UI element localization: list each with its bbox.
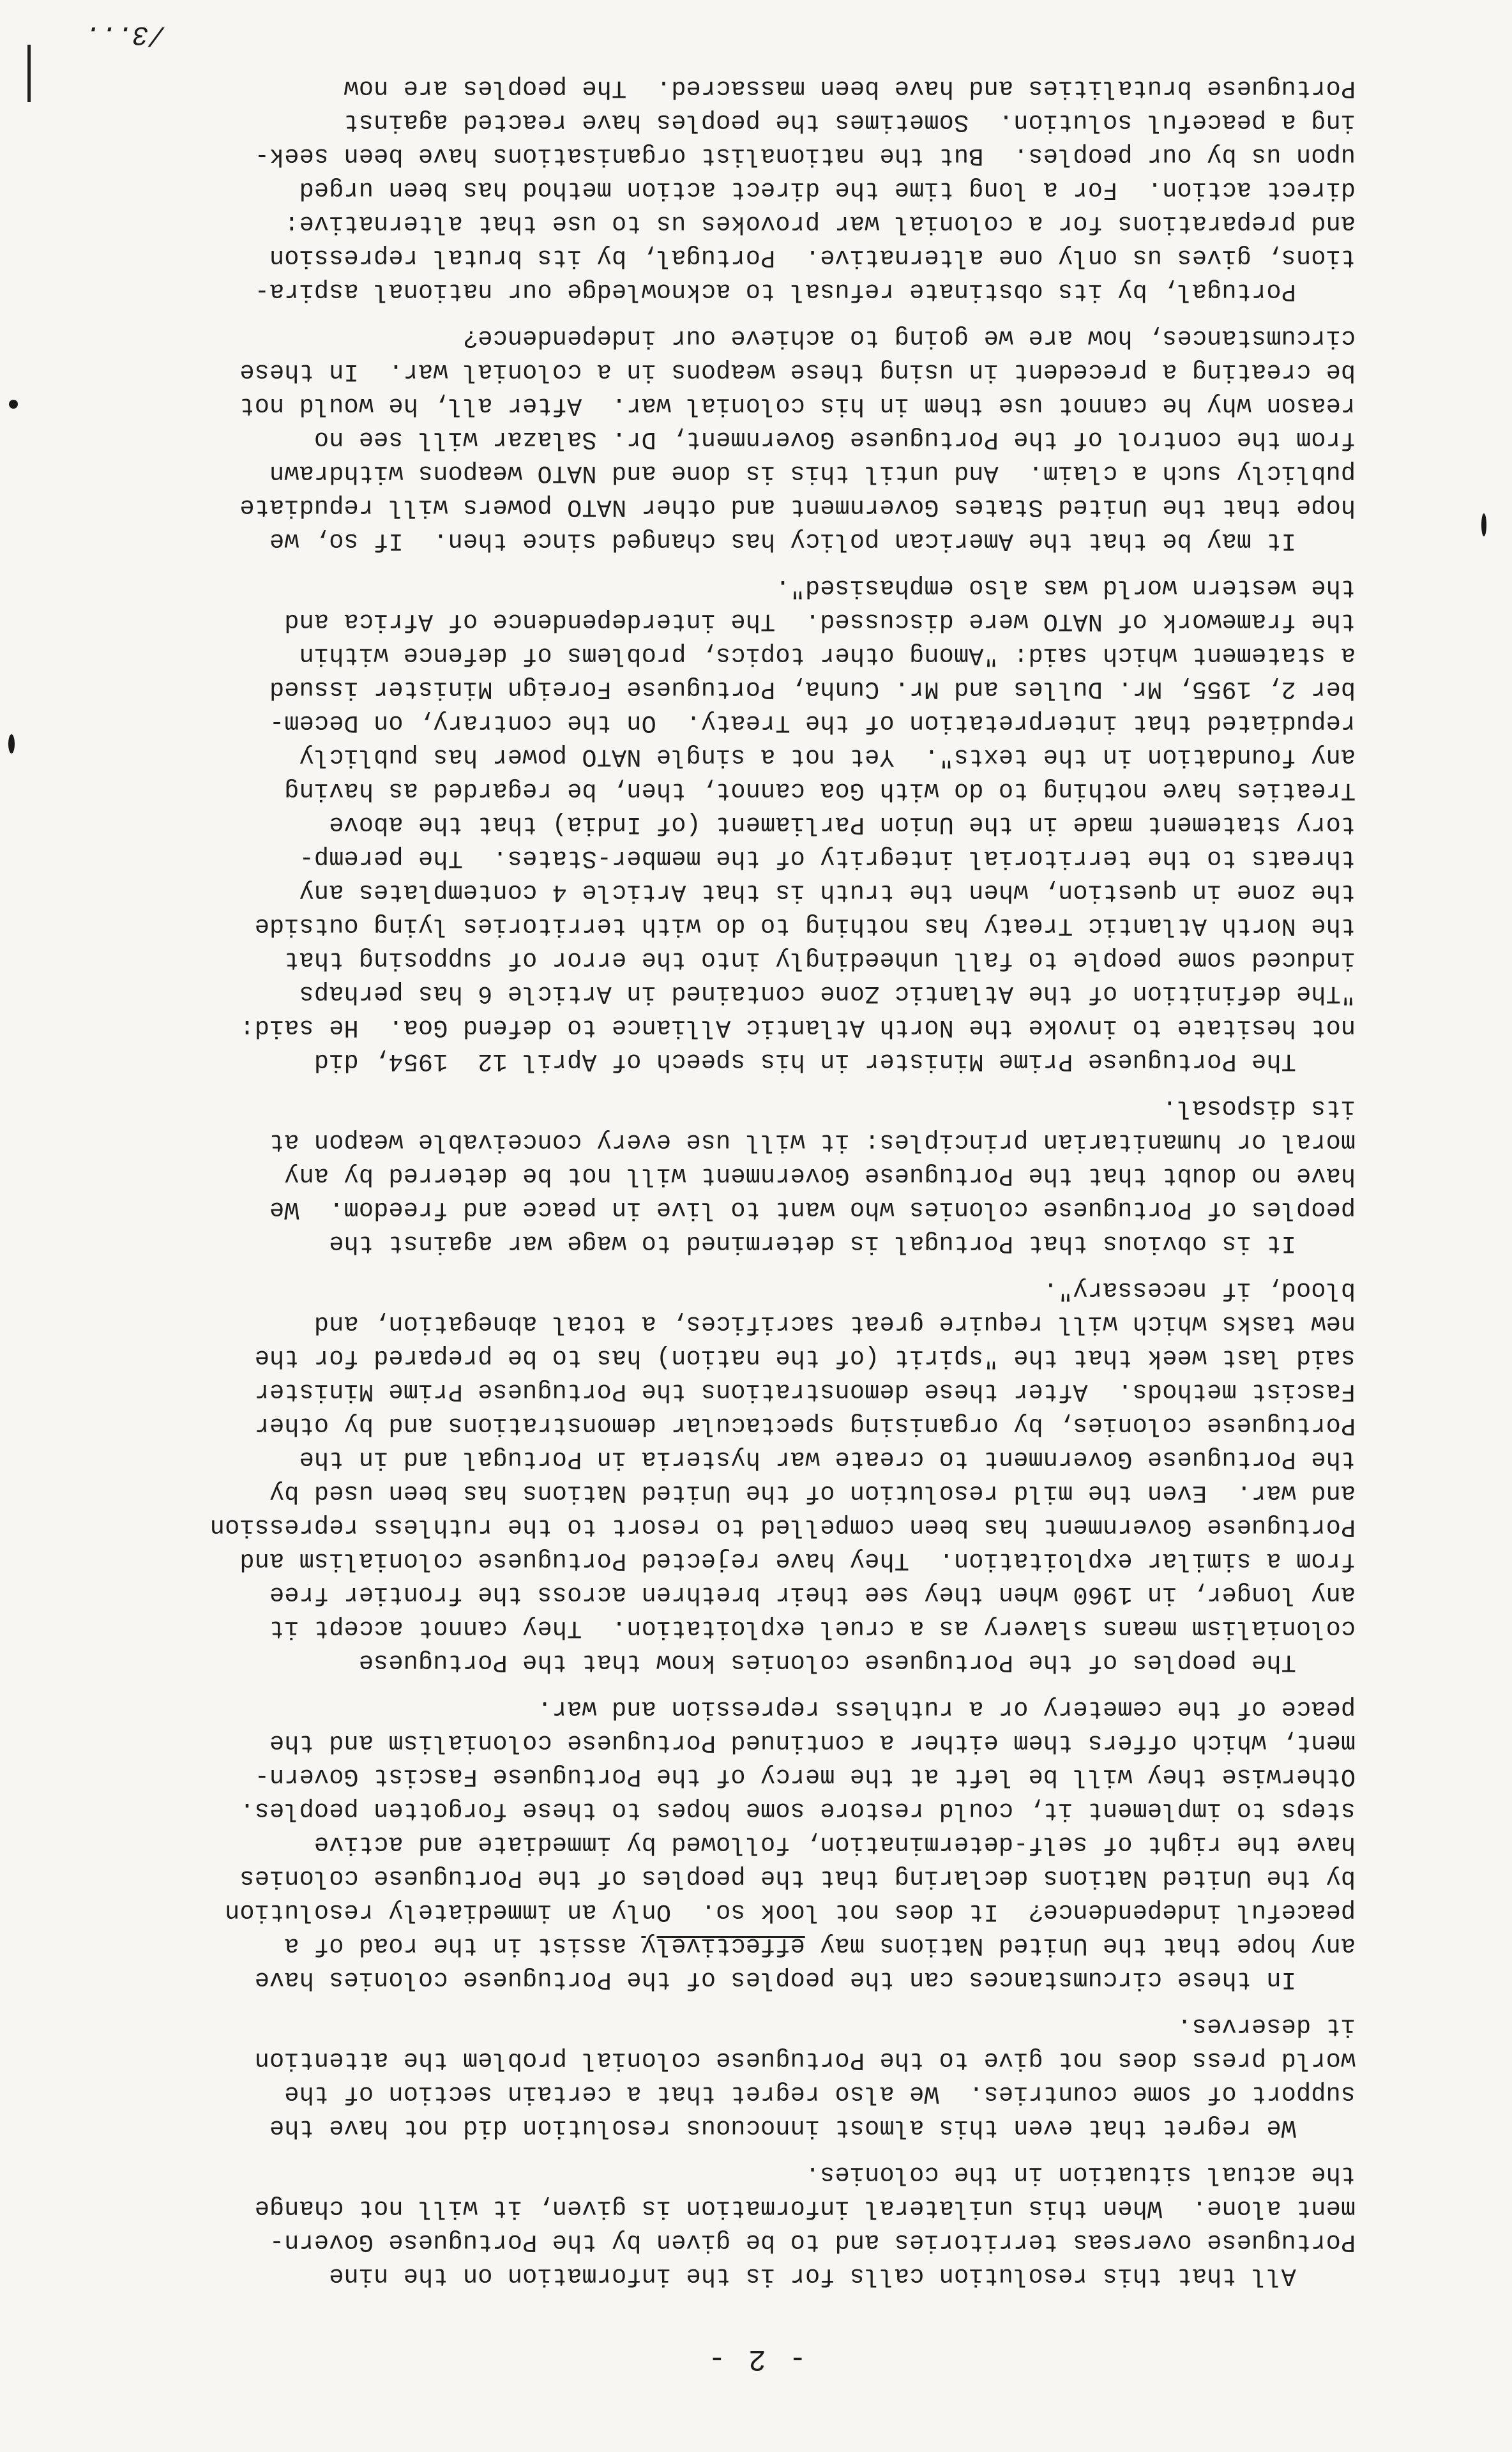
text-line: threats to the territorial integrity of the member-States. The peremp- [299, 844, 1356, 872]
text-line: any hope that the United Nations may effectively assist in the road of a [284, 1932, 1356, 1960]
paragraph [72, 1091, 1356, 1260]
text-line: the zone in question, when the truth is that Article 4 contemplates any [299, 878, 1356, 906]
text-line: blood, if necessary". [1043, 1276, 1356, 1304]
text-line: not hesitate to invoke the North Atlantic Alliance to defend Goa. He said: [239, 1013, 1356, 1041]
text-line: peoples of Portuguese colonies who want to live in peace and freedom. We [269, 1195, 1356, 1223]
text-line: The Portuguese Prime Minister in his speech of April 12 1954, did [314, 1047, 1356, 1075]
text-line: Otherwise they will be left at the mercy of the Portuguese Fascist Govern- [254, 1762, 1356, 1790]
text-line: reason why he cannot use them in his colonial war. After all, he would not [239, 391, 1356, 420]
text-line: moral or humanitarian principles: it will use every conceivable weapon at [269, 1128, 1356, 1156]
text-line: new tasks which will require great sacrifices, a total abnegation, and [314, 1310, 1356, 1338]
underlined-word: effectively [641, 1932, 805, 1960]
continuation-mark: /3... [84, 19, 165, 50]
ink-smudge [8, 734, 15, 753]
text-line: induced some people to fall unheedingly into the error of supposing that [284, 946, 1356, 974]
text-line: It is obvious that Portugal is determined to wage war against the [329, 1229, 1356, 1257]
text-line: the actual situation in the colonies. [805, 2160, 1356, 2188]
text-line: peaceful independence? It does not look so. Only an immediately resolution [224, 1898, 1356, 1926]
text-line: by the United Nations declaring that the peoples of the Portuguese colonies [239, 1864, 1356, 1892]
text-line: ment, which offers them either a continued Portuguese colonialism and the [269, 1729, 1356, 1757]
text-line: have the right of self-determination, followed by immediate and active [314, 1830, 1356, 1858]
text-line: ment alone. When this unilateral information is given, it will not change [254, 2194, 1356, 2222]
text-line: said last week that the "spirit (of the nation) has to be prepared for the [254, 1343, 1356, 1372]
paragraph [72, 2157, 1356, 2292]
text-line: Portugal, by its obstinate refusal to acknowledge our national aspira- [254, 277, 1356, 305]
paragraph [72, 2009, 1356, 2144]
margin-mark [11, 45, 31, 102]
paragraph [72, 1273, 1356, 1679]
text-line: Fascist methods. After these demonstrations the Portuguese Prime Minister [254, 1377, 1356, 1405]
paragraph [72, 1691, 1356, 1996]
text-line: We regret that even this almost innocuous resolution did not have the [269, 2114, 1356, 2142]
text-line: have no doubt that the Portuguese Government will not be deterred by any [284, 1162, 1356, 1190]
text-line: direct action. For a long time the direct action method has been urged [299, 176, 1356, 204]
text-line: any foundation in the texts". Yet not a single NATO power has publicly [299, 743, 1356, 771]
text-line: repudiated that interpretation of the Treaty. On the contrary, on Decem- [269, 709, 1356, 737]
text-line: upon us by our peoples. But the nationalist organisations have been seek- [254, 142, 1356, 170]
text-line: it deserves. [1177, 2012, 1356, 2040]
text-line: Portuguese brutalities and have been massacred. The peoples are now [344, 74, 1356, 102]
text-line: steps to implement it, could restore some hopes to these forgotten peoples. [239, 1796, 1356, 1824]
text-line: ing a peaceful solution. Sometimes the peoples have reacted against [344, 108, 1356, 136]
text-line: It may be that the American policy has changed since then. If so, we [269, 527, 1356, 555]
text-line: publicly such a claim. And until this is done and NATO weapons withdrawn [269, 459, 1356, 487]
text-line: The peoples of the Portuguese colonies know that the Portuguese [358, 1648, 1356, 1676]
text-line: and preparations for a colonial war provokes us to use that alternative: [284, 209, 1356, 238]
text-line: a statement which said: "Among other topics, problems of defence within [299, 641, 1356, 669]
text-line: world press does not give to the Portuguese colonial problem the attention [254, 2046, 1356, 2074]
text-line: from a similar exploitation. They have rejected Portuguese colonialism and [239, 1547, 1356, 1575]
text-line: any longer, in 1960 when they see their brethren across the frontier free [269, 1580, 1356, 1608]
paragraph [72, 321, 1356, 557]
text-line: tory statement made in the Union Parliament (of India) that the above [329, 810, 1356, 838]
text-line: the Portuguese Government to create war hysteria in Portugal and in the [299, 1445, 1356, 1473]
text-line: its disposal. [1162, 1094, 1356, 1122]
text-line: the North Atlantic Treaty has nothing to do with territories lying outside [254, 912, 1356, 940]
text-line: colonialism means slavery as a cruel exploitation. They cannot accept it [269, 1614, 1356, 1642]
ink-smudge [1481, 513, 1486, 536]
paragraph [72, 71, 1356, 308]
page-number: - 2 - [705, 2342, 807, 2375]
text-line: ber 2, 1955, Mr. Dulles and Mr. Cunha, Portuguese Foreign Minister issued [269, 675, 1356, 703]
text-line: circumstances, how are we going to achieve our independence? [462, 324, 1356, 352]
text-line: tions, gives us only one alternative. Portugal, by its brutal repression [269, 243, 1356, 271]
text-line: In these circumstances can the peoples of the Portuguese colonies have [254, 1965, 1356, 1994]
text-line: "The definition of the Atlantic Zone contained in Article 6 has perhaps [299, 980, 1356, 1008]
text-line: from the control of the Portuguese Government, Dr. Salazar will see no [314, 425, 1356, 453]
text-line: the western world was also emphasised". [775, 573, 1356, 602]
text-line: Portuguese Government has been compelled to resort to the ruthless repression [209, 1513, 1356, 1541]
text-line: peace of the cemetery or a ruthless repression and war. [537, 1695, 1356, 1723]
text-line: Portuguese overseas territories and to be given by the Portuguese Govern- [269, 2228, 1356, 2256]
text-line: Portuguese colonies, by organising spectacular demonstrations and by other [254, 1411, 1356, 1439]
ink-smudge [9, 400, 18, 409]
text-line: support of some countries. We also regret that a certain section of the [284, 2080, 1356, 2108]
text-line: the framework of NATO were discussed. The interdependence of Africa and [284, 607, 1356, 635]
text-line: be creating a precedent in using these weapons in a colonial war. In these [239, 358, 1356, 386]
text-line: hope that the United States Government and other NATO powers will repudiate [239, 493, 1356, 521]
paragraph [72, 570, 1356, 1078]
document-body [72, 58, 1356, 2292]
text-line: All that this resolution calls for is the information on the nine [329, 2262, 1356, 2290]
text-line: and war. Even the mild resolution of the United Nations has been used by [269, 1479, 1356, 1507]
text-line: Treaties have nothing to do with Goa cannot, then, be regarded as having [284, 776, 1356, 805]
